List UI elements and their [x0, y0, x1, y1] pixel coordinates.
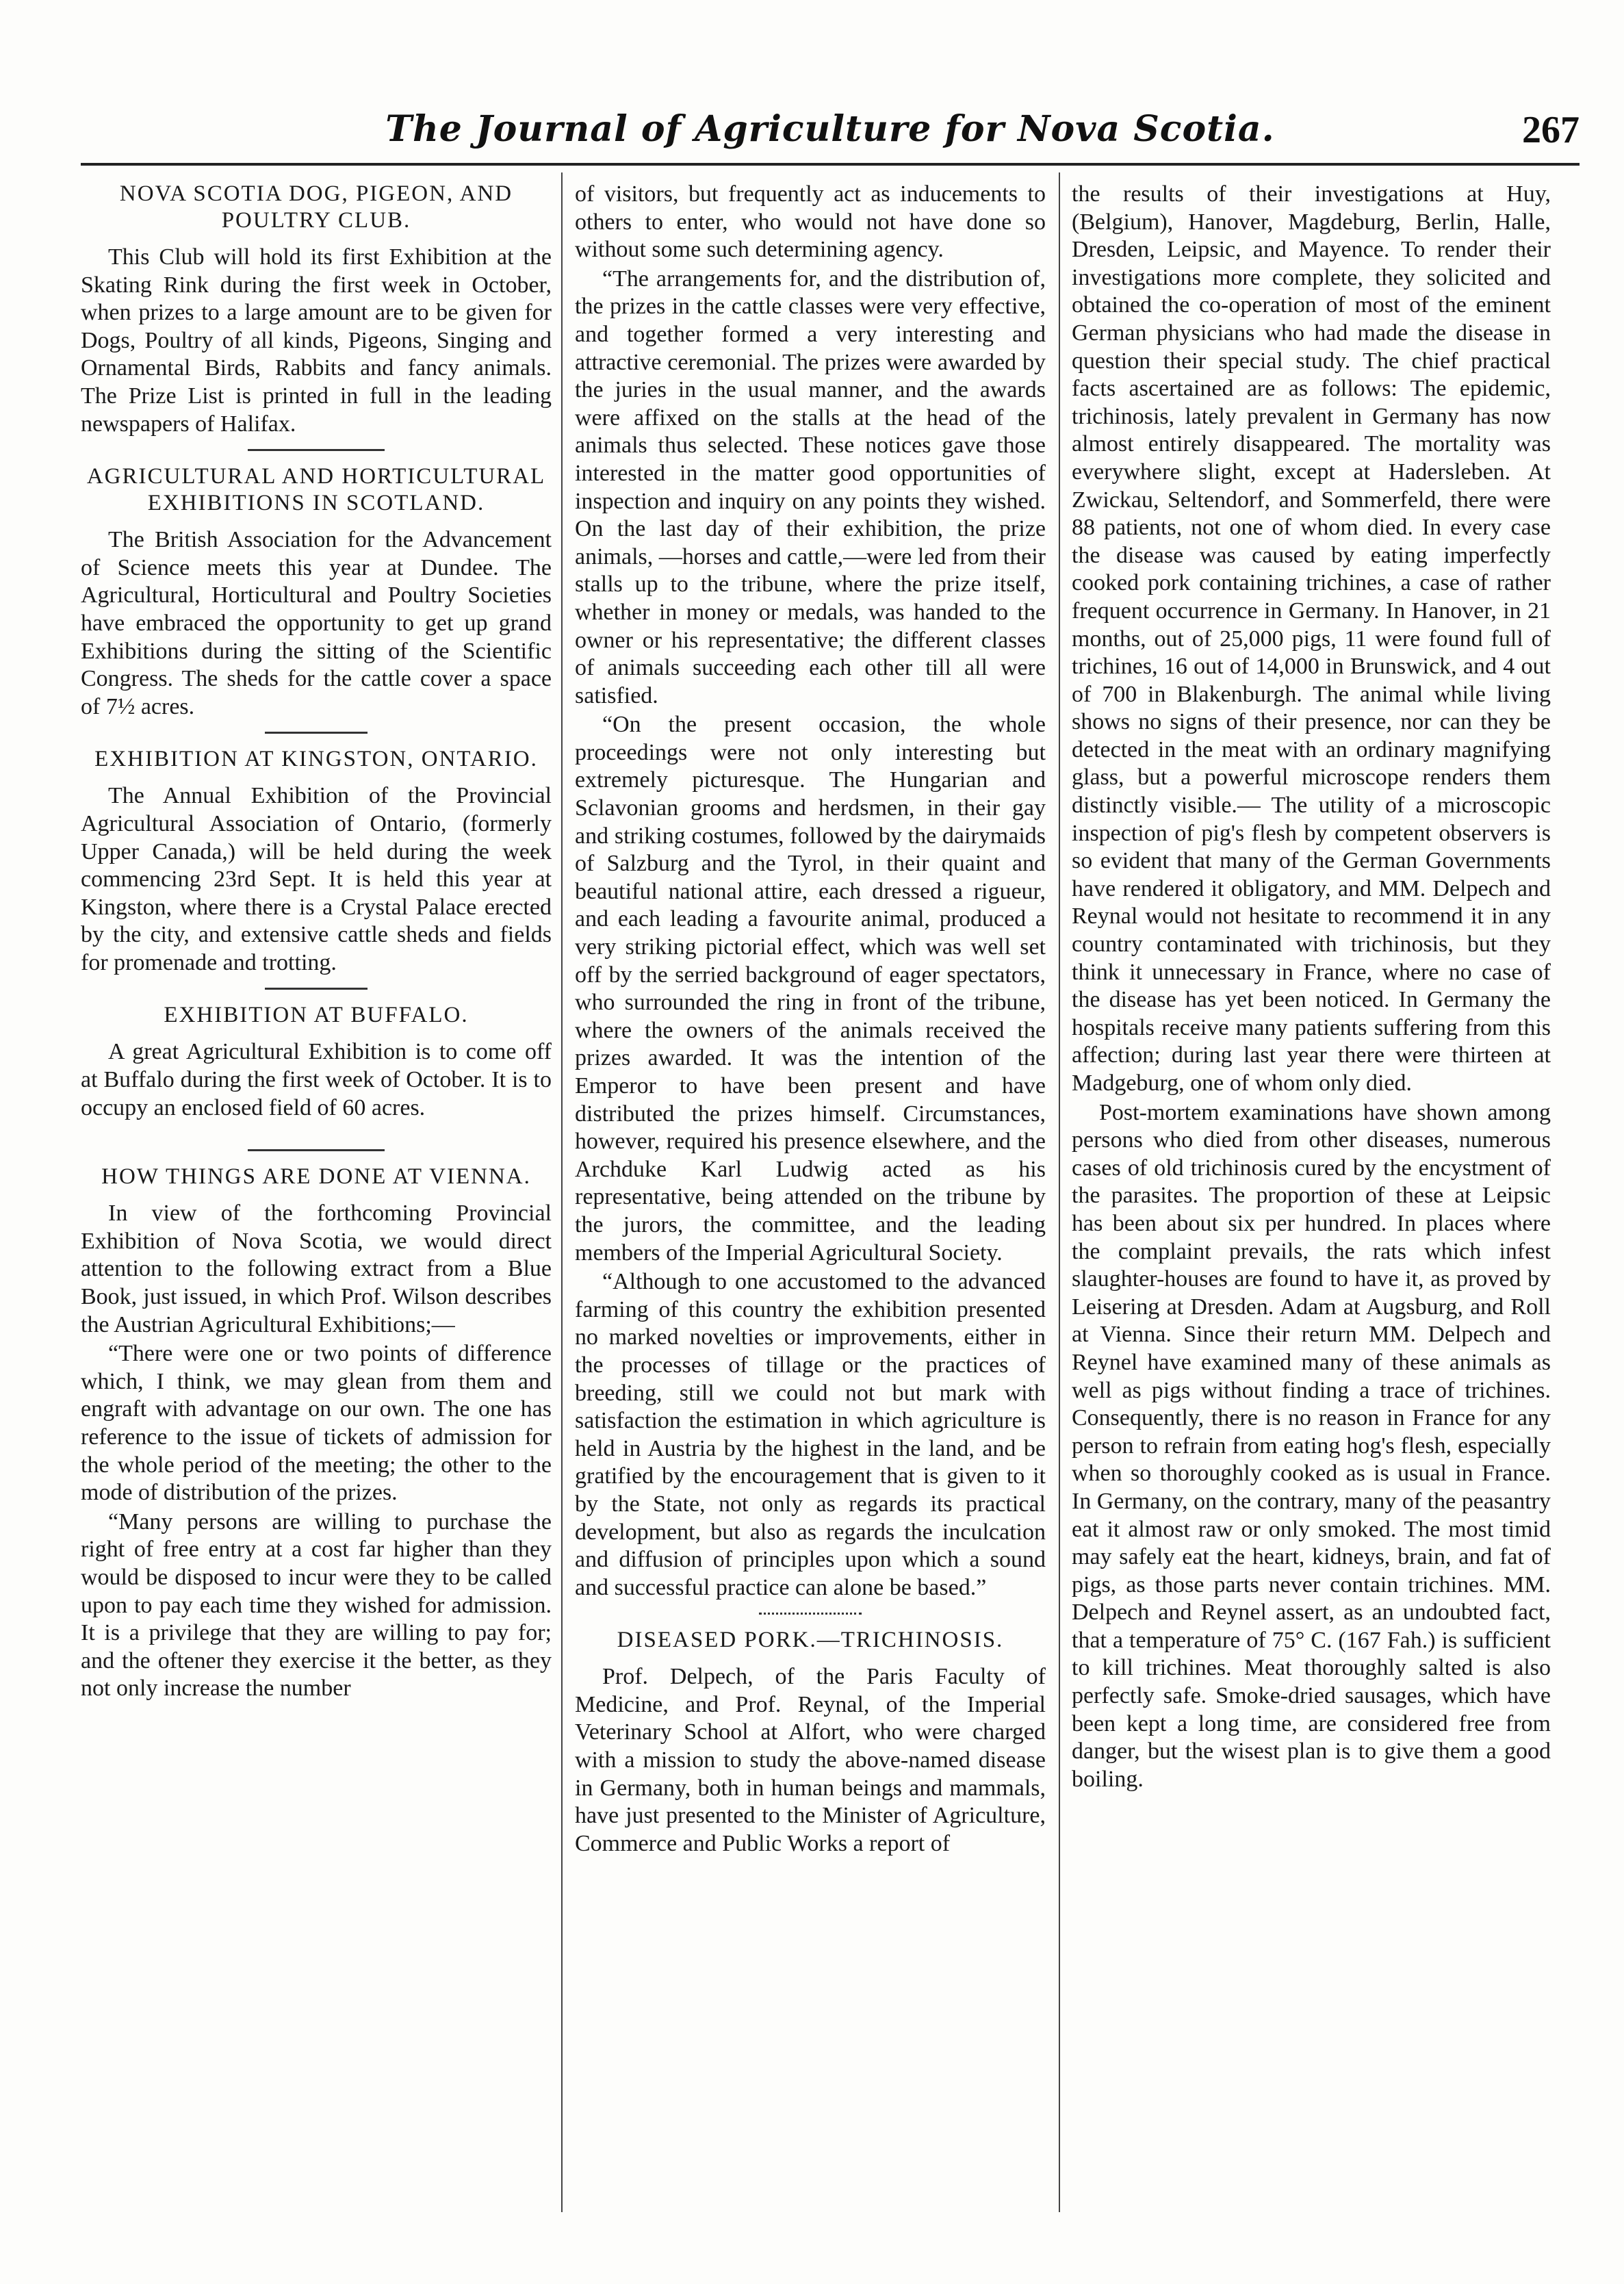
page-header [81, 103, 1580, 164]
column-left [81, 181, 552, 2207]
article-headline: HOW THINGS ARE DONE AT VIENNA. [101, 1164, 531, 1190]
header-rule [81, 163, 1580, 166]
article-paragraph: A great Agricultural Exhibition is to come off at Buffalo during the first week of October. It is to occupy an enclosed field of 60 acres. [81, 1039, 552, 1120]
article-paragraph: Prof. Delpech, of the Paris Faculty of Medicine, and Prof. Reynal, of the Imperial Veterinary School at Alfort, who were charged with a mission to study the above-named disease in Germany, both in human beings and mammals, have just presented to the Minister of Agriculture, Commerce and Public Works a report of [575, 1664, 1046, 1856]
section-separator [265, 732, 368, 734]
section-separator [759, 1613, 862, 1615]
column-divider [561, 172, 563, 2212]
column-right [1072, 181, 1551, 2207]
section-separator [248, 449, 385, 451]
column-middle [575, 181, 1046, 2207]
article-paragraph: “Although to one accustomed to the advanced farming of this country the exhibition presented no marked novelties or improvements, either in the processes of tillage or the practices of breeding, still we could not but mark with satisfaction the estimation in which agriculture is held in Austria by the highest in the land, and be gratified by the encouragement that is given to it by the State, not only as regards its practical development, but also as regards the inculcation and diffusion of principles upon which a sound and successful practice can alone be based.” [575, 1269, 1046, 1600]
article-paragraph: “Many persons are willing to purchase the right of free entry at a cost far higher than they would be disposed to incur were they to be called upon to pay each time they wished for admission. It is a privilege that they are willing to pay for; and the oftener they exercise it the better, as they not only increase the number [81, 1509, 552, 1702]
article-paragraph: This Club will hold its first Exhibition at the Skating Rink during the first week in October, when prizes to a large amount are to be given for Dogs, Poultry of all kinds, Pigeons, Singing and Ornamental Birds, Rabbits and fancy animals. The Prize List is printed in full in the leading newspapers of Halifax. [81, 244, 552, 437]
article-paragraph: the results of their investigations at Huy, (Belgium), Hanover, Magdeburg, Berlin, Halle, Dresden, Leipsic, and Mayence. To render their investigations more complete, they solicited and obtained the co-operation of most of the eminent German physicians who had made the disease in question their special study. The chief practical facts ascertained are as follows: The epidemic, trichinosis, lately prevalent in Germany has now almost entirely disappeared. The mortality was everywhere slight, except at Hadersleben. At Zwickau, Seltendorf, and Sommerfeld, there were 88 patients, not one of whom died. In every case the disease was caused by eating imperfectly cooked pork containing trichines, a case of rather frequent occurrence in Germany. In Hanover, in 21 months, out of 25,000 pigs, 11 were found full of trichines, 16 out of 14,000 in Brunswick, and 4 out of 700 in Blakenburgh. The animal while living shows no signs of their presence, nor can they be detected in the meat with an ordinary magnifying glass, but a powerful microscope renders them distinctly visible.— The utility of a microscopic inspection of pig's flesh by competent observers is so evident that many of the German Governments have rendered it obligatory, and MM. Delpech and Reynal would not hesitate to recommend it in any country contaminated with trichinosis, but they think it unnecessary in France, where no case of the disease has yet been noticed. In Germany the hospitals receive many patients suffering from this affection; during last year there were thirteen at Madgeburg, one of whom only died. [1072, 181, 1551, 1096]
article-headline: DISEASED PORK.—TRICHINOSIS. [617, 1628, 1004, 1653]
article-paragraph: of visitors, but frequently act as inducements to others to enter, who would not have done so without some such determining agency. [575, 181, 1046, 263]
article-headline: NOVA SCOTIA DOG, PIGEON, AND POULTRY CLUB. [119, 181, 513, 233]
article-paragraph: In view of the forthcoming Provincial Exhibition of Nova Scotia, we would direct attention to the following extract from a Blue Book, just issued, in which Prof. Wilson describes the Austrian Agricultural Exhibitions;— [81, 1201, 552, 1337]
article-headline: AGRICULTURAL AND HORTICULTURAL EXHIBITIONS IN SCOTLAND. [86, 464, 546, 516]
article-headline: EXHIBITION AT BUFFALO. [164, 1003, 469, 1028]
running-title: The Journal of Agriculture for Nova Scotia. [385, 108, 1275, 150]
article-paragraph: The Annual Exhibition of the Provincial Agricultural Association of Ontario, (formerly Upper Canada,) will be held during the week commencing 23rd Sept. It is held this year at Kingston, where there is a Crystal Palace erected by the city, and extensive cattle sheds and fields for promenade and trotting. [81, 783, 552, 975]
article-headline: EXHIBITION AT KINGSTON, ONTARIO. [94, 747, 538, 772]
page-number: 267 [1522, 109, 1580, 151]
column-divider [1059, 172, 1060, 2212]
article-paragraph: “On the present occasion, the whole proceedings were not only interesting but extremely picturesque. The Hungarian and Sclavonian grooms and herdsmen, in their gay and striking costumes, followed by the dairymaids of Salzburg and the Tyrol, in their quaint and beautiful national attire, each dressed a rigueur, and each leading a favourite animal, produced a very striking pictorial effect, which was well set off by the serried background of eager spectators, who surrounded the ring in front of the tribune, where the owners of the animals received the prizes awarded. It was the intention of the Emperor to have been present and have distributed the prizes himself. Circumstances, however, required his presence elsewhere, and the Archduke Karl Ludwig acted as his representative, being attended on the tribune by the jurors, the committee, and the leading members of the Imperial Agricultural Society. [575, 712, 1046, 1266]
article-paragraph: “There were one or two points of difference which, I think, we may glean from them and engraft with advantage on our own. The one has reference to the issue of tickets of admission for the whole period of the meeting; the other to the mode of distribution of the prizes. [81, 1341, 552, 1506]
section-separator [248, 1149, 385, 1151]
article-paragraph: The British Association for the Advancement of Science meets this year at Dundee. The Agricultural, Horticultural and Poultry Societies have embraced the opportunity to get up grand Exhibitions during the sitting of the Scientific Congress. The sheds for the cattle cover a space of 7½ acres. [81, 527, 552, 719]
section-separator [265, 988, 368, 990]
article-paragraph: “The arrangements for, and the distribution of, the prizes in the cattle classes were very effective, and together formed a very interesting and attractive ceremonial. The prizes were awarded by the juries in the usual manner, and the awards were affixed on the stalls at the head of the animals thus selected. These notices gave those interested in the matter good opportunities of inspection and inquiry on any points they wished. On the last day of their exhibition, the prize animals, —horses and cattle,—were led from their stalls up to the tribune, where the prize itself, whether in money or medals, was handed to the owner or his representative; the different classes of animals succeeding each other till all were satisfied. [575, 266, 1046, 708]
article-paragraph: Post-mortem examinations have shown among persons who died from other diseases, numerous cases of old trichinosis cured by the encystment of the parasites. The proportion of these at Leipsic has been about six per hundred. In places where the complaint prevails, the rats which infest slaughter-houses are found to have it, as proved by Leisering at Dresden. Adam at Augsburg, and Roll at Vienna. Since their return MM. Delpech and Reynel have examined many of these animals as well as pigs without finding a trace of trichines. Consequently, there is no reason in France for any person to refrain from eating hog's flesh, especially when so thoroughly cooked as is usual in France. In Germany, on the contrary, many of the peasantry eat it almost raw or only smoked. The most timid may safely eat the heart, kidneys, brain, and fat of pigs, as those parts never contain trichines. MM. Delpech and Reynel assert, as an undoubted fact, that a temperature of 75° C. (167 Fah.) is sufficient to kill trichines. Meat thoroughly salted is also perfectly safe. Smoke-dried sausages, which have been kept a long time, are considered free from danger, but the wisest plan is to give them a good boiling. [1072, 1099, 1551, 1792]
